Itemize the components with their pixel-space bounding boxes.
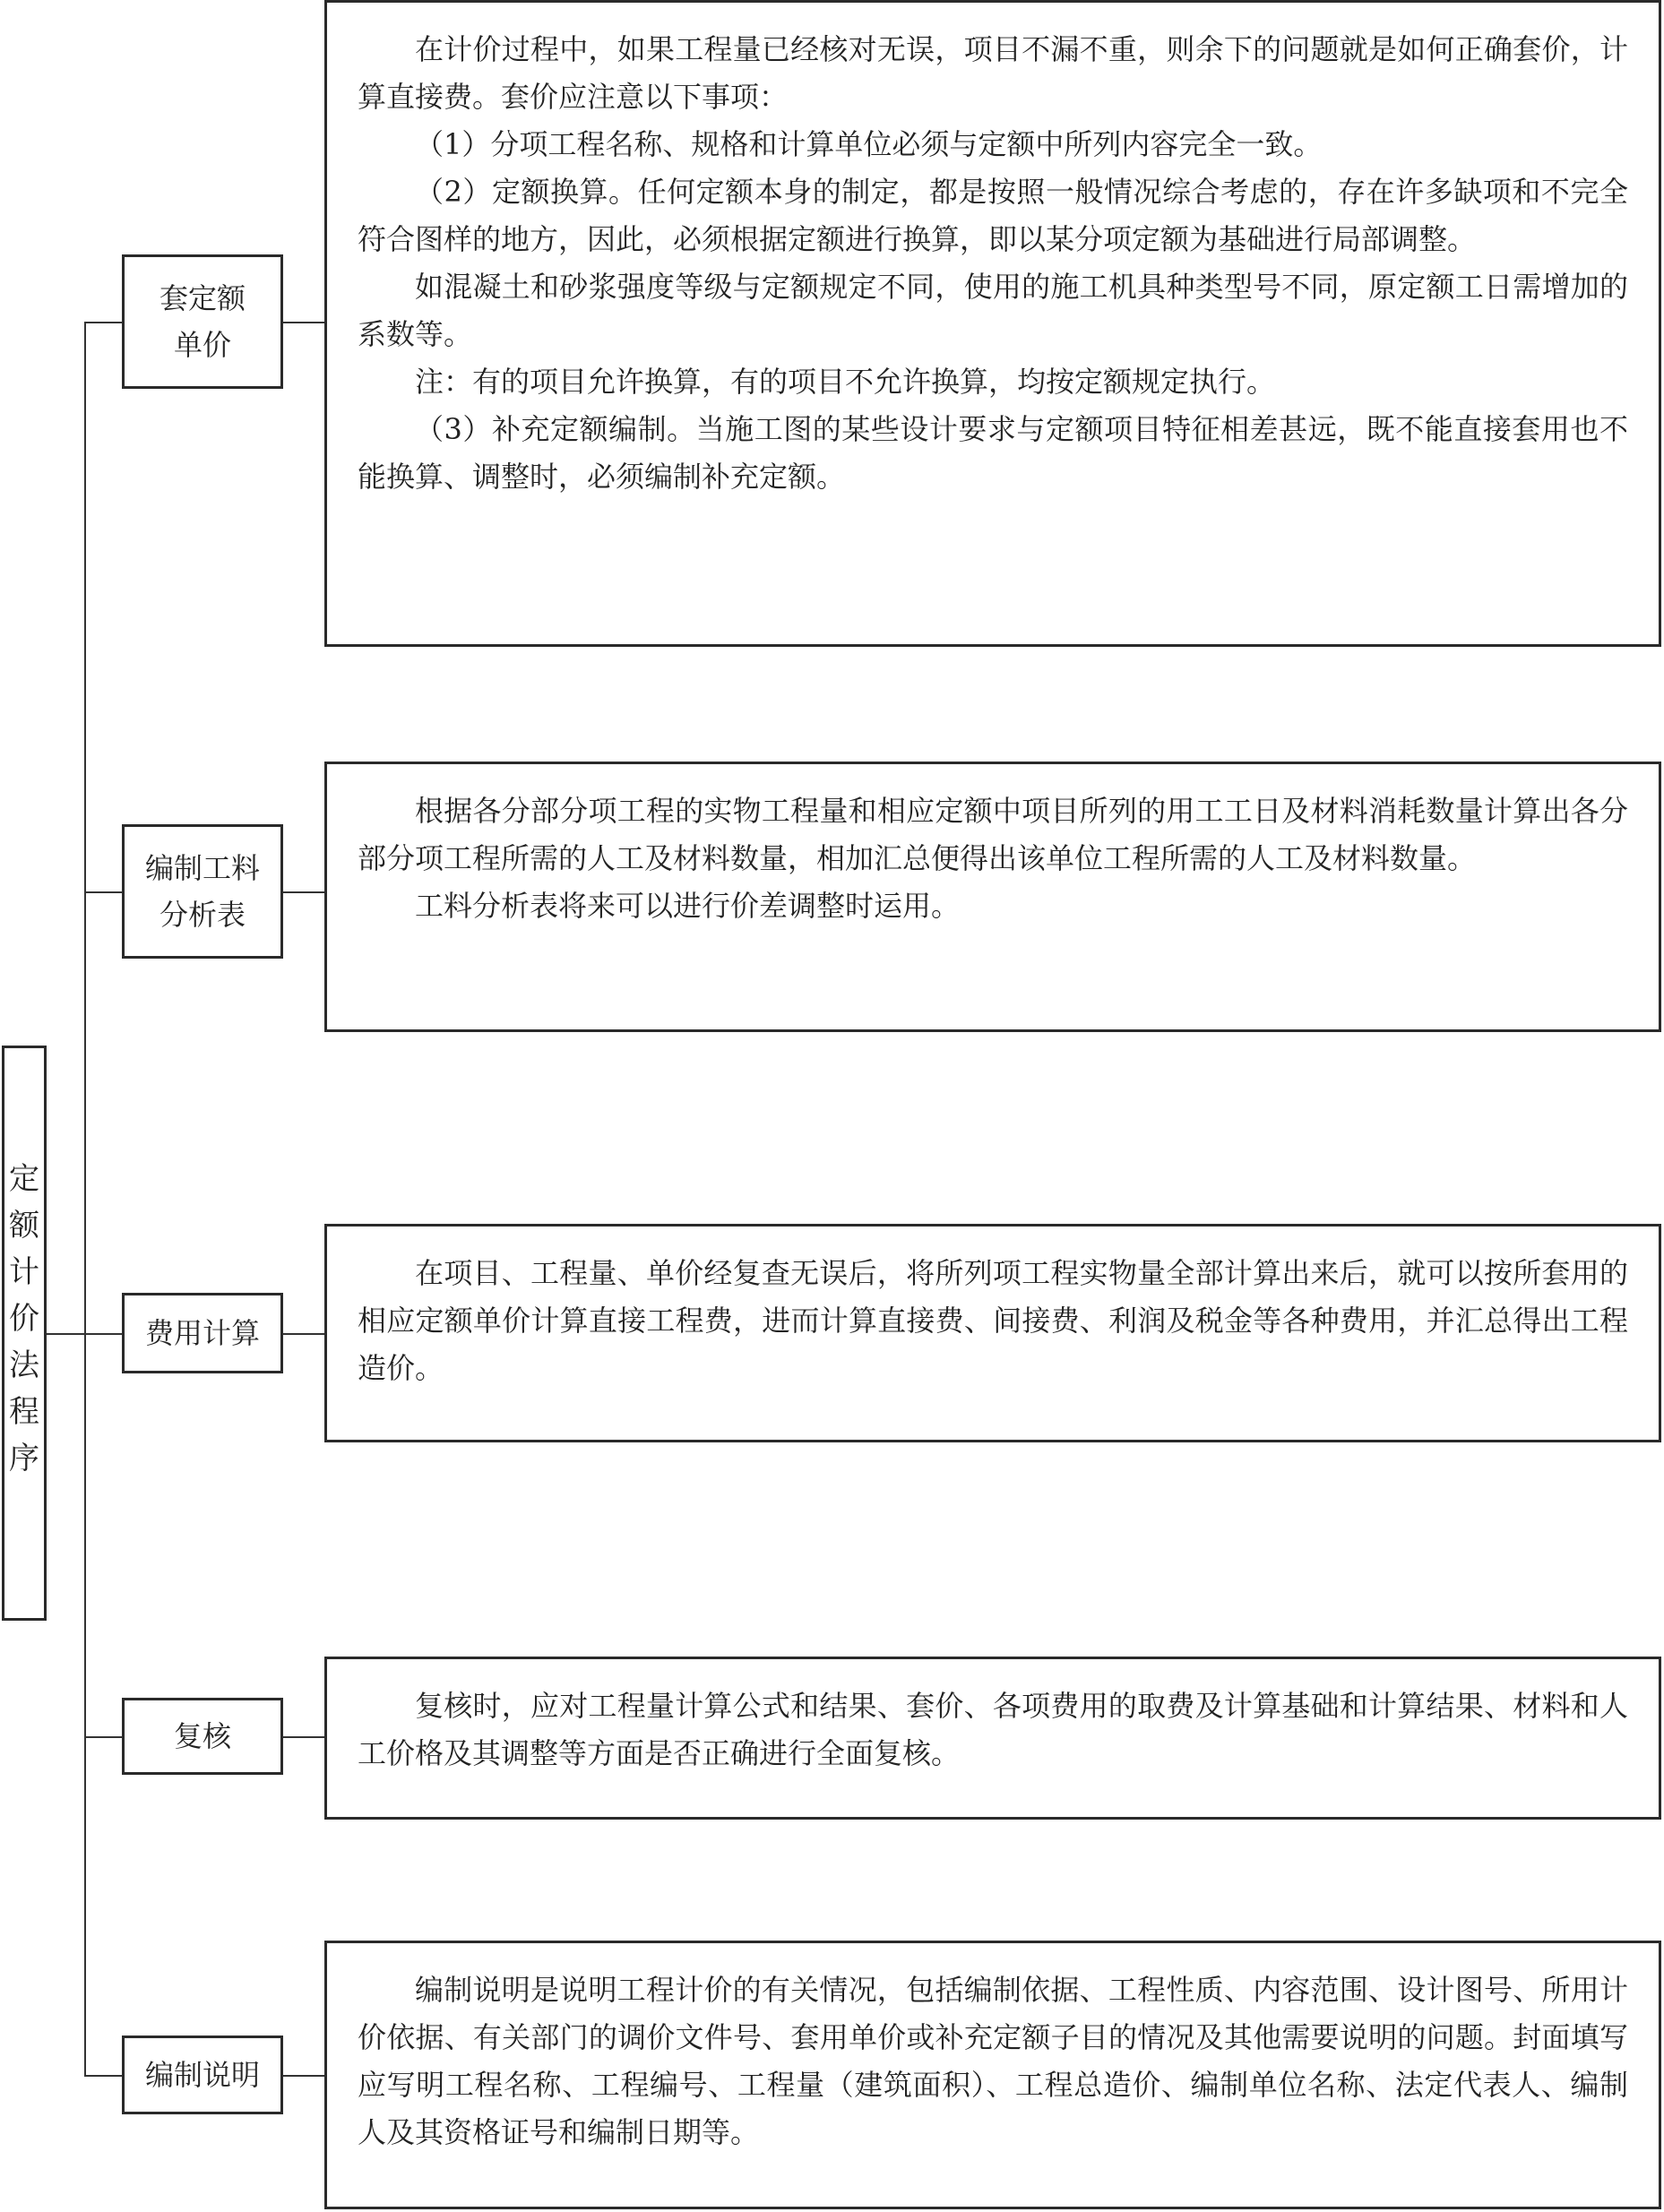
step-content-4 (324, 1657, 1661, 1820)
branch-connector-3 (84, 1333, 122, 1335)
paragraph: 根据各分部分项工程的实物工程量和相应定额中项目所列的用工工日及材料消耗数量计算出各分部分项工程所需的人工及材料数量，相加汇总便得出该单位工程所需的人工及材料数量。 (358, 794, 1628, 875)
paragraph: （1）分项工程名称、规格和计算单位必须与定额中所列内容完全一致。 (415, 127, 1323, 161)
step-node-1 (122, 254, 283, 389)
paragraph: 工料分析表将来可以进行价差调整时运用。 (415, 889, 961, 923)
step-content-2 (324, 762, 1661, 1032)
step-label-4: 复核 (173, 1719, 231, 1753)
node-connector-1 (283, 322, 324, 323)
paragraph: 编制说明是说明工程计价的有关情况，包括编制依据、工程性质、内容范围、设计图号、所用计价依据、有关部门的调价文件号、套用单价或补充定额子目的情况及其他需要说明的问题。封面填写应写明工程名称、工程编号、工程量（建筑面积）、工程总造价、编制单位名称、法定代表人、编制人及其资格证号和编制日期等。 (358, 1973, 1628, 2149)
step-label-1: 套定额 单价 (159, 281, 246, 362)
root-connector (47, 1333, 84, 1335)
node-connector-2 (283, 891, 324, 893)
paragraph: 在计价过程中，如果工程量已经核对无误，项目不漏不重，则余下的问题就是如何正确套价，计算直接费。套价应注意以下事项： (358, 32, 1628, 114)
step-content-1 (324, 0, 1661, 647)
paragraph: 注：有的项目允许换算，有的项目不允许换算，均按定额规定执行。 (415, 365, 1276, 399)
branch-connector-2 (84, 891, 122, 893)
branch-connector-5 (84, 2075, 122, 2077)
paragraph: 在项目、工程量、单价经复查无误后，将所列项工程实物量全部计算出来后，就可以按所套用的相应定额单价计算直接工程费，进而计算直接费、间接费、利润及税金等各种费用，并汇总得出工程造价。 (358, 1256, 1628, 1385)
step-node-3 (122, 1293, 283, 1373)
branch-connector-1 (84, 322, 122, 323)
trunk-line (84, 322, 86, 2075)
step-label-5: 编制说明 (144, 2058, 260, 2092)
step-label-3: 费用计算 (144, 1316, 260, 1350)
step-node-2 (122, 824, 283, 959)
paragraph: 复核时，应对工程量计算公式和结果、套价、各项费用的取费及计算基础和计算结果、材料和人工价格及其调整等方面是否正确进行全面复核。 (358, 1689, 1628, 1770)
node-connector-5 (283, 2075, 324, 2077)
step-label-2: 编制工料 分析表 (144, 851, 260, 932)
step-content-3 (324, 1224, 1661, 1442)
branch-connector-4 (84, 1736, 122, 1738)
paragraph: （2）定额换算。任何定额本身的制定，都是按照一般情况综合考虑的，存在许多缺项和不完全符合图样的地方，因此，必须根据定额进行换算，即以某分项定额为基础进行局部调整。 (358, 175, 1628, 256)
paragraph: （3）补充定额编制。当施工图的某些设计要求与定额项目特征相差甚远，既不能直接套用也不能换算、调整时，必须编制补充定额。 (358, 412, 1628, 494)
step-node-5 (122, 2036, 283, 2114)
root-node (2, 1046, 47, 1621)
node-connector-3 (283, 1333, 324, 1335)
root-label: 定 额 计 价 法 程 序 (9, 1161, 39, 1476)
step-content-5 (324, 1941, 1661, 2209)
node-connector-4 (283, 1736, 324, 1738)
step-node-4 (122, 1698, 283, 1775)
paragraph: 如混凝土和砂浆强度等级与定额规定不同，使用的施工机具种类型号不同，原定额工日需增加的系数等。 (358, 270, 1628, 351)
